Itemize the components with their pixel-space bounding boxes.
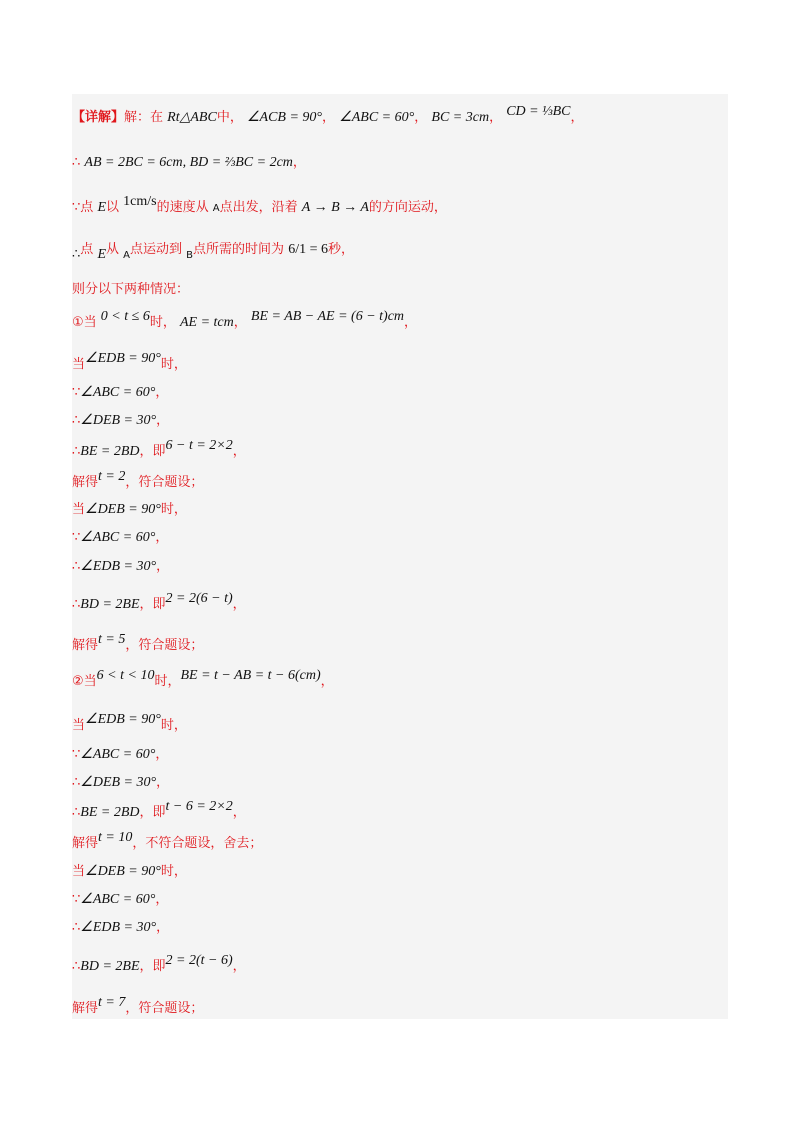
solution-line	[72, 153, 306, 173]
therefore-symbol: ∴	[72, 444, 81, 459]
point-a-label: A	[123, 250, 130, 261]
math-angle: ∠EDB = 30°	[80, 559, 157, 574]
text: 秒，	[327, 242, 354, 257]
solution-result	[72, 830, 263, 854]
text: ，	[232, 597, 246, 612]
detail-label: 【详解】	[72, 110, 125, 125]
text: ，	[404, 315, 418, 330]
math-angle: ∠DEB = 30°	[80, 413, 157, 428]
math-solution: t = 7	[98, 995, 126, 1010]
therefore-symbol: ∴	[72, 920, 81, 935]
math-equation: 2 = 2(6 − t)	[165, 591, 233, 606]
text: ，即	[139, 597, 166, 612]
text: ，符合题设；	[125, 475, 204, 490]
math-point-e: E	[97, 200, 106, 215]
math-speed: 1cm/s	[123, 194, 157, 209]
math-equation: 2 = 2(t − 6)	[165, 953, 233, 968]
text: ，	[156, 775, 170, 790]
solution-line	[72, 438, 246, 462]
text: 时，	[160, 502, 187, 517]
text: 时，	[160, 864, 187, 879]
because-symbol: ∵	[72, 385, 81, 400]
math-range: 6 < t < 10	[96, 668, 155, 683]
because-symbol: ∵	[72, 200, 81, 215]
solution-line	[72, 383, 168, 403]
math-relation: BE = 2BD	[80, 444, 140, 459]
solution-line	[72, 773, 169, 793]
case-one-heading	[72, 309, 418, 333]
because-symbol: ∵	[72, 530, 81, 545]
text: ，	[232, 805, 246, 820]
text: 点所需的时间为	[193, 242, 285, 257]
math-equation: t − 6 = 2×2	[165, 799, 233, 814]
text: ，不符合题设，舍去；	[132, 836, 263, 851]
text: 的方向运动，	[368, 200, 447, 215]
text: 中，	[216, 110, 243, 125]
solution-line	[72, 890, 168, 910]
math-ae: AE = tcm	[179, 315, 234, 330]
math-equation: 6 − t = 2×2	[165, 438, 233, 453]
math-be: BE = AB − AE = (6 − t)cm	[250, 309, 405, 324]
text: ，	[155, 530, 169, 545]
math-angle: ∠DEB = 90°	[85, 864, 161, 879]
because-symbol: ∵	[72, 747, 81, 762]
text: ，	[570, 110, 584, 125]
solution-line	[72, 591, 246, 615]
therefore-symbol: ∴	[72, 597, 81, 612]
solution-result	[72, 632, 204, 656]
math-angle: ∠EDB = 90°	[85, 712, 161, 727]
solution-line	[72, 351, 187, 375]
solution-intro-line	[72, 104, 584, 128]
math-angle: ∠EDB = 90°	[85, 351, 161, 366]
solution-line	[72, 411, 169, 431]
text: ，即	[139, 444, 166, 459]
text: ，	[320, 674, 334, 689]
math-solution: t = 2	[98, 469, 126, 484]
text: ，	[292, 155, 306, 170]
therefore-symbol: ∴	[72, 247, 81, 262]
text: 从	[106, 242, 120, 257]
therefore-symbol: ∴	[72, 959, 81, 974]
therefore-symbol: ∴	[72, 559, 81, 574]
text: 点运动到	[130, 242, 183, 257]
text: 则分以下两种情况：	[72, 282, 190, 297]
text: 点	[80, 242, 94, 257]
solution-line	[72, 862, 187, 882]
solution-line	[72, 953, 246, 977]
math-time: 6/1 = 6	[288, 242, 328, 257]
text: ，	[155, 892, 169, 907]
math-relation: BD = 2BE	[80, 959, 140, 974]
point-a-label: A	[212, 203, 220, 214]
math-angle: ∠ABC = 60°	[80, 530, 156, 545]
text: ，	[232, 444, 246, 459]
therefore-symbol: ∴	[72, 413, 81, 428]
math-relation: BE = 2BD	[80, 805, 140, 820]
math-bc: BC = 3cm	[431, 110, 490, 125]
text: ，	[233, 315, 247, 330]
case-two-heading	[72, 668, 334, 692]
solution-line	[72, 745, 168, 765]
math-expression: AB = 2BC = 6cm, BD = ⅔BC = 2cm	[84, 155, 293, 170]
point-b-label: B	[186, 250, 194, 261]
solution-line	[72, 280, 189, 300]
text: ，	[232, 959, 246, 974]
solution-line	[72, 240, 354, 261]
text: 点	[80, 200, 94, 215]
text: ，	[155, 385, 169, 400]
math-cd: CD = ⅓BC	[506, 104, 571, 119]
text: ，	[156, 920, 170, 935]
solution-line	[72, 712, 187, 736]
because-symbol: ∵	[72, 892, 81, 907]
solution-line	[72, 194, 447, 219]
therefore-symbol: ∴	[72, 805, 81, 820]
solution-result	[72, 995, 204, 1019]
therefore-symbol: ∴	[72, 155, 81, 170]
text: 当	[72, 718, 86, 733]
text: 时，	[154, 674, 181, 689]
text: ，	[155, 747, 169, 762]
solution-line	[72, 557, 169, 577]
math-solution: t = 10	[98, 830, 133, 845]
text: 当	[72, 502, 86, 517]
text: 解得	[72, 475, 99, 490]
math-relation: BD = 2BE	[80, 597, 140, 612]
text: 解得	[72, 836, 99, 851]
solution-line	[72, 528, 168, 548]
math-point-e: E	[97, 247, 106, 262]
text: ，即	[139, 805, 166, 820]
text: ，符合题设；	[125, 1001, 204, 1016]
math-angle: ∠ABC = 60°	[80, 747, 156, 762]
text: 时，	[149, 315, 176, 330]
solution-line	[72, 918, 169, 938]
text: ①当	[72, 315, 97, 330]
math-angle: ∠ABC = 60°	[80, 892, 156, 907]
text: 当	[72, 357, 86, 372]
math-rt-triangle: Rt△ABC	[167, 110, 217, 125]
math-angle: ∠ABC = 60°	[80, 385, 156, 400]
text: ，	[489, 110, 503, 125]
text: ，符合题设；	[125, 638, 204, 653]
math-angle: ∠DEB = 30°	[80, 775, 157, 790]
therefore-symbol: ∴	[72, 775, 81, 790]
text: 解得	[72, 1001, 99, 1016]
text: 点出发，沿着	[219, 200, 298, 215]
solution-line	[72, 500, 187, 520]
math-angle-acb: ∠ACB = 90°	[246, 110, 323, 125]
text: ，	[156, 559, 170, 574]
text: 时，	[160, 357, 187, 372]
text: 时，	[160, 718, 187, 733]
solution-line	[72, 799, 246, 823]
math-direction: A → B → A	[301, 200, 369, 215]
math-solution: t = 5	[98, 632, 126, 647]
solution-result	[72, 469, 204, 493]
text: 解：在	[124, 110, 164, 125]
text: 的速度从	[156, 200, 209, 215]
math-angle: ∠DEB = 90°	[85, 502, 161, 517]
math-angle: ∠EDB = 30°	[80, 920, 157, 935]
math-be: BE = t − AB = t − 6(cm)	[180, 668, 321, 683]
text: ，	[414, 110, 428, 125]
text: ，	[156, 413, 170, 428]
math-angle-abc: ∠ABC = 60°	[339, 110, 415, 125]
text: 解得	[72, 638, 99, 653]
text: ，	[322, 110, 336, 125]
text: ②当	[72, 674, 97, 689]
text: ，即	[139, 959, 166, 974]
text: 以	[106, 200, 120, 215]
text: 当	[72, 864, 86, 879]
math-range: 0 < t ≤ 6	[100, 309, 150, 324]
